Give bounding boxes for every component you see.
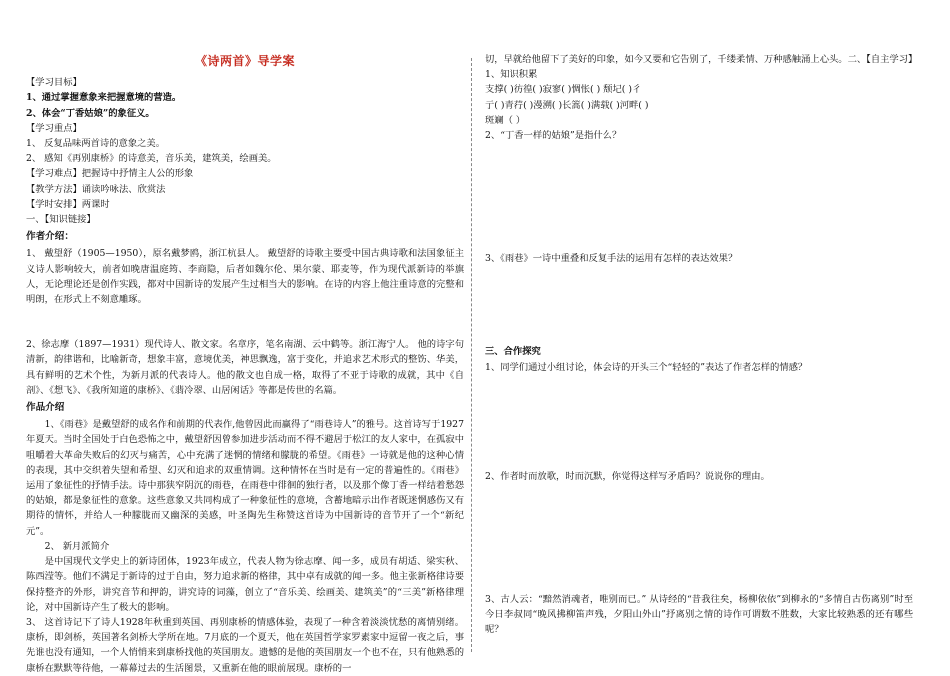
right-column	[485, 52, 918, 638]
works-heading: 作品介绍	[26, 402, 65, 414]
objectives-heading: 【学习目标】	[26, 77, 82, 89]
cooperation-heading: 三、合作探究	[485, 346, 541, 358]
keypoints-heading: 【学习重点】	[26, 122, 82, 134]
vocab-line-2: 亍( )青荇( )漫溯( )长篙( )满载( )河畔( )	[485, 99, 649, 111]
objective-2: 2、体会“丁香姑娘”的象征义。	[26, 107, 155, 119]
coop-question-1: 1、同学们通过小组讨论，体会诗的开头三个“轻轻的”表达了作者怎样的情感？	[485, 361, 808, 373]
self-question-2: 2、“丁香一样的姑娘”是指什么？	[485, 130, 622, 142]
self-question-3: 3、《雨巷》一诗中重叠和反复手法的运用有怎样的表达效果？	[485, 253, 738, 265]
author-2-paragraph: 2、徐志摩（1897—1931）现代诗人、散文家。名章序，笔名南湖、云中鹤等。浙江海宁人。 他的诗字句清新，韵律谐和，比喻新奇，想象丰富，意境优美，神思飘逸，富于变化，并追求艺术形式的整饬、华美，具有鲜明的艺术个性，为新月派的代表诗人。他的散文也自成一格，取得了不亚于诗歌的成就，其中《自剖》、《想飞》、《我所知道的康桥》、《翡冷翠、山居闲话》等都是传世的名篇。	[26, 339, 464, 396]
vocab-line-1: 支撑( )彷徨( )寂寥( )惆怅( ) 颓圮( )彳	[485, 84, 642, 96]
left-column	[26, 52, 464, 676]
coop-question-2: 2、作者时而放歌，时而沉默，你觉得这样写矛盾吗？说说你的理由。	[485, 470, 770, 482]
time-line: 【学时安排】两课时	[26, 198, 110, 210]
document-title: 《诗两首》导学案	[194, 54, 295, 68]
keypoint-2: 2、 感知《再别康桥》的诗意美，音乐美，建筑美，绘画美。	[26, 153, 277, 165]
vocab-line-3: 斑斓（ ）	[485, 114, 526, 126]
knowledge-accum-heading: 1、知识积累	[485, 69, 538, 81]
work-2-paragraph: 是中国现代文学史上的新诗团体，1923年成立，代表人物为徐志摩、闻一多，成员有胡适、梁实秋、陈西滢等。他们不满足于新诗的过于自由，努力追求新的格律，其中卓有成就的闻一多。他主张新格律诗要保持整齐的外形，讲究音节和押韵，讲究诗的词藻，创立了“音乐美、绘画美、建筑美”的“三美”新格律理论，对中国新诗产生了极大的影响。	[26, 556, 464, 613]
author-1-paragraph: 1、 戴望舒（1905—1950），原名戴梦鸥，浙江杭县人。 戴望舒的诗歌主要受中国古典诗歌和法国象征主义诗人影响较大，前者如晚唐温庭筠、李商隐，后者如魏尔伦、果尔蒙、耶麦等，作为现代派新诗的举旗人，无论理论还是创作实践，都对中国新诗的发展产生过相当大的影响。在诗的内容上他注重诗意的完整和明朗，在形式上不刻意雕琢。	[26, 248, 464, 306]
coop-question-3: 3、古人云：“黯然消魂者，唯别而已。” 从诗经的“昔我往矣，杨柳依依”到柳永的“多情自古伤离别”时至今日李叔同“晚风拂柳笛声残，夕阳山外山”抒离别之情的诗作可谓数不胜数，大家比较熟悉的还有哪些呢？	[485, 594, 913, 636]
work-2-heading: 2、 新月派简介	[44, 540, 110, 552]
knowledge-link-heading: 一、【知识链接】	[26, 214, 96, 226]
work-3-paragraph: 3、 这首诗记下了诗人1928年秋重到英国、再别康桥的情感体验，表现了一种含着淡淡忧愁的离情别绪。康桥，即剑桥，英国著名剑桥大学所在地。7月底的一个夏天，他在英国哲学家罗素家中逗留一夜之后，事先谁也没有通知，一个人悄悄来到康桥找他的英国朋友。遗憾的是他的英国朋友一个也不在，只有他熟悉的康桥在默默等待他，一幕幕过去的生活图景，又重新在他的眼前展现。康桥的一	[26, 616, 464, 674]
continued-paragraph: 切，早就给他留下了美好的印象，如今又要和它告别了，千缕柔情、万种感触涌上心头。二、【自主学习】	[485, 54, 918, 65]
column-divider	[471, 58, 472, 652]
keypoint-1: 1、 反复品味两首诗的意象之美。	[26, 138, 166, 150]
work-1-paragraph: 1、《雨巷》是戴望舒的成名作和前期的代表作,他曾因此而赢得了“雨巷诗人”的雅号。这首诗写于1927年夏天。当时全国处于白色恐怖之中，戴望舒因曾参加进步活动而不得不避居于松江的友人家中，在孤寂中咀嚼着大革命失败后的幻灭与痛苦，心中充满了迷惘的情绪和朦胧的希望。《雨巷》一诗就是他的这种心情的表现，其中交织着失望和希望、幻灭和追求的双重情调。这种情怀在当时是有一定的普遍性的。《雨巷》运用了象征性的抒情手法。诗中那狭窄阴沉的雨巷，在雨巷中徘徊的独行者，以及那个像丁香一样结着愁怨的姑娘，都是象征性的意象。这些意象又共同构成了一种象征性的意境，含蓄地暗示出作者既迷惘感伤又有期待的情怀，并给人一种朦胧而又幽深的美感，叶圣陶先生称赞这首诗为中国新诗的音节开了一个“新纪元”。	[26, 419, 464, 537]
method-line: 【教学方法】诵读吟咏法、欣赏法	[26, 183, 166, 195]
objective-1: 1、通过掌握意象来把握意境的营造。	[26, 92, 182, 104]
difficulty-line: 【学习难点】把握诗中抒情主人公的形象	[26, 168, 194, 180]
author-intro-heading: 作者介绍：	[26, 231, 74, 243]
